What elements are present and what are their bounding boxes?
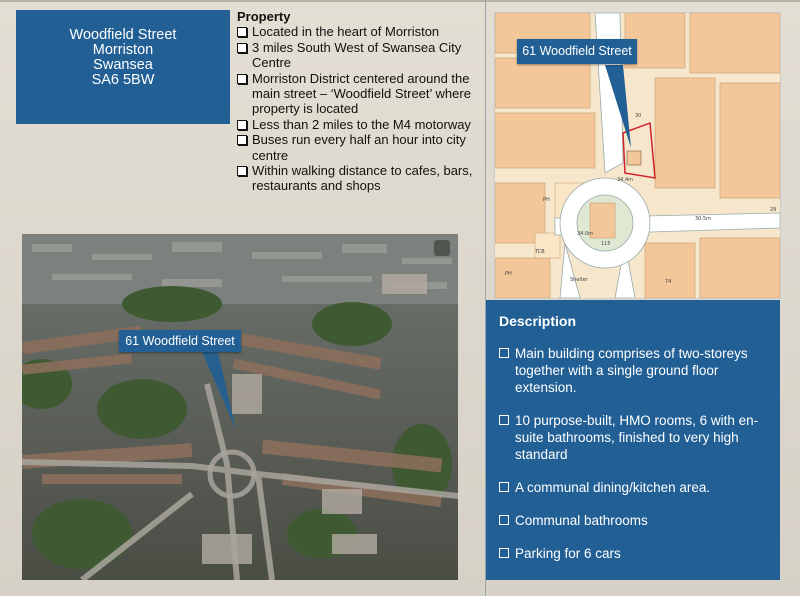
address-line-postcode: SA6 5BW bbox=[91, 72, 155, 88]
map-label: PH bbox=[505, 271, 512, 277]
checkbox-bullet-icon bbox=[237, 135, 247, 145]
top-rule bbox=[0, 0, 800, 2]
map-label: 34.4m bbox=[617, 177, 634, 183]
description-item: 10 purpose-built, HMO rooms, 6 with en-suite bathrooms, finished to very high standard bbox=[499, 412, 771, 463]
checkbox-bullet-icon bbox=[499, 415, 509, 425]
map-label: Shelter bbox=[570, 277, 588, 283]
property-item: Morriston District centered around the main street – ‘Woodfield Street’ where property is located bbox=[237, 71, 477, 117]
address-line-town: Morriston bbox=[92, 42, 154, 58]
map-label: TCB bbox=[535, 249, 545, 255]
description-title: Description bbox=[499, 313, 577, 329]
checkbox-bullet-icon bbox=[237, 120, 247, 130]
address-line-street: Woodfield Street bbox=[69, 27, 177, 43]
property-item: Located in the heart of Morriston bbox=[237, 24, 477, 39]
address-box bbox=[16, 10, 230, 124]
checkbox-bullet-icon bbox=[499, 482, 509, 492]
checkbox-bullet-icon bbox=[499, 348, 509, 358]
description-panel bbox=[486, 300, 780, 580]
checkbox-bullet-icon bbox=[237, 27, 247, 37]
checkbox-bullet-icon bbox=[237, 74, 247, 84]
description-item: Communal bathrooms bbox=[499, 512, 771, 529]
checkbox-bullet-icon bbox=[499, 515, 509, 525]
property-item: Within walking distance to cafes, bars, restaurants and shops bbox=[237, 163, 477, 194]
map-label: 29 bbox=[770, 207, 777, 213]
map-label: PH bbox=[543, 197, 550, 203]
address-line-city: Swansea bbox=[93, 57, 153, 73]
map-label: 115 bbox=[601, 241, 611, 247]
aerial-address-callout: 61 Woodfield Street bbox=[119, 330, 241, 352]
property-item: Buses run every half an hour into city centre bbox=[237, 132, 477, 163]
property-item: Less than 2 miles to the M4 motorway bbox=[237, 117, 477, 132]
map-label: 74 bbox=[665, 279, 672, 285]
map-address-callout: 61 Woodfield Street bbox=[517, 39, 637, 64]
checkbox-bullet-icon bbox=[237, 166, 247, 176]
aerial-photo bbox=[22, 234, 458, 580]
description-list bbox=[499, 345, 771, 578]
description-item: Parking for 6 cars bbox=[499, 545, 771, 562]
property-title: Property bbox=[237, 9, 291, 24]
description-item: Main building comprises of two-storeys together with a single ground floor extension. bbox=[499, 345, 771, 396]
property-section bbox=[237, 9, 477, 194]
description-item: A communal dining/kitchen area. bbox=[499, 479, 771, 496]
aerial-photo-art bbox=[22, 234, 458, 580]
property-list bbox=[237, 24, 477, 193]
map-label: 30.5m bbox=[695, 216, 712, 222]
street-map bbox=[494, 12, 781, 299]
checkbox-bullet-icon bbox=[237, 43, 247, 53]
property-item: 3 miles South West of Swansea City Centre bbox=[237, 40, 477, 71]
map-label: 30 bbox=[635, 113, 642, 119]
checkbox-bullet-icon bbox=[499, 548, 509, 558]
map-label: 34.0m bbox=[577, 231, 594, 237]
